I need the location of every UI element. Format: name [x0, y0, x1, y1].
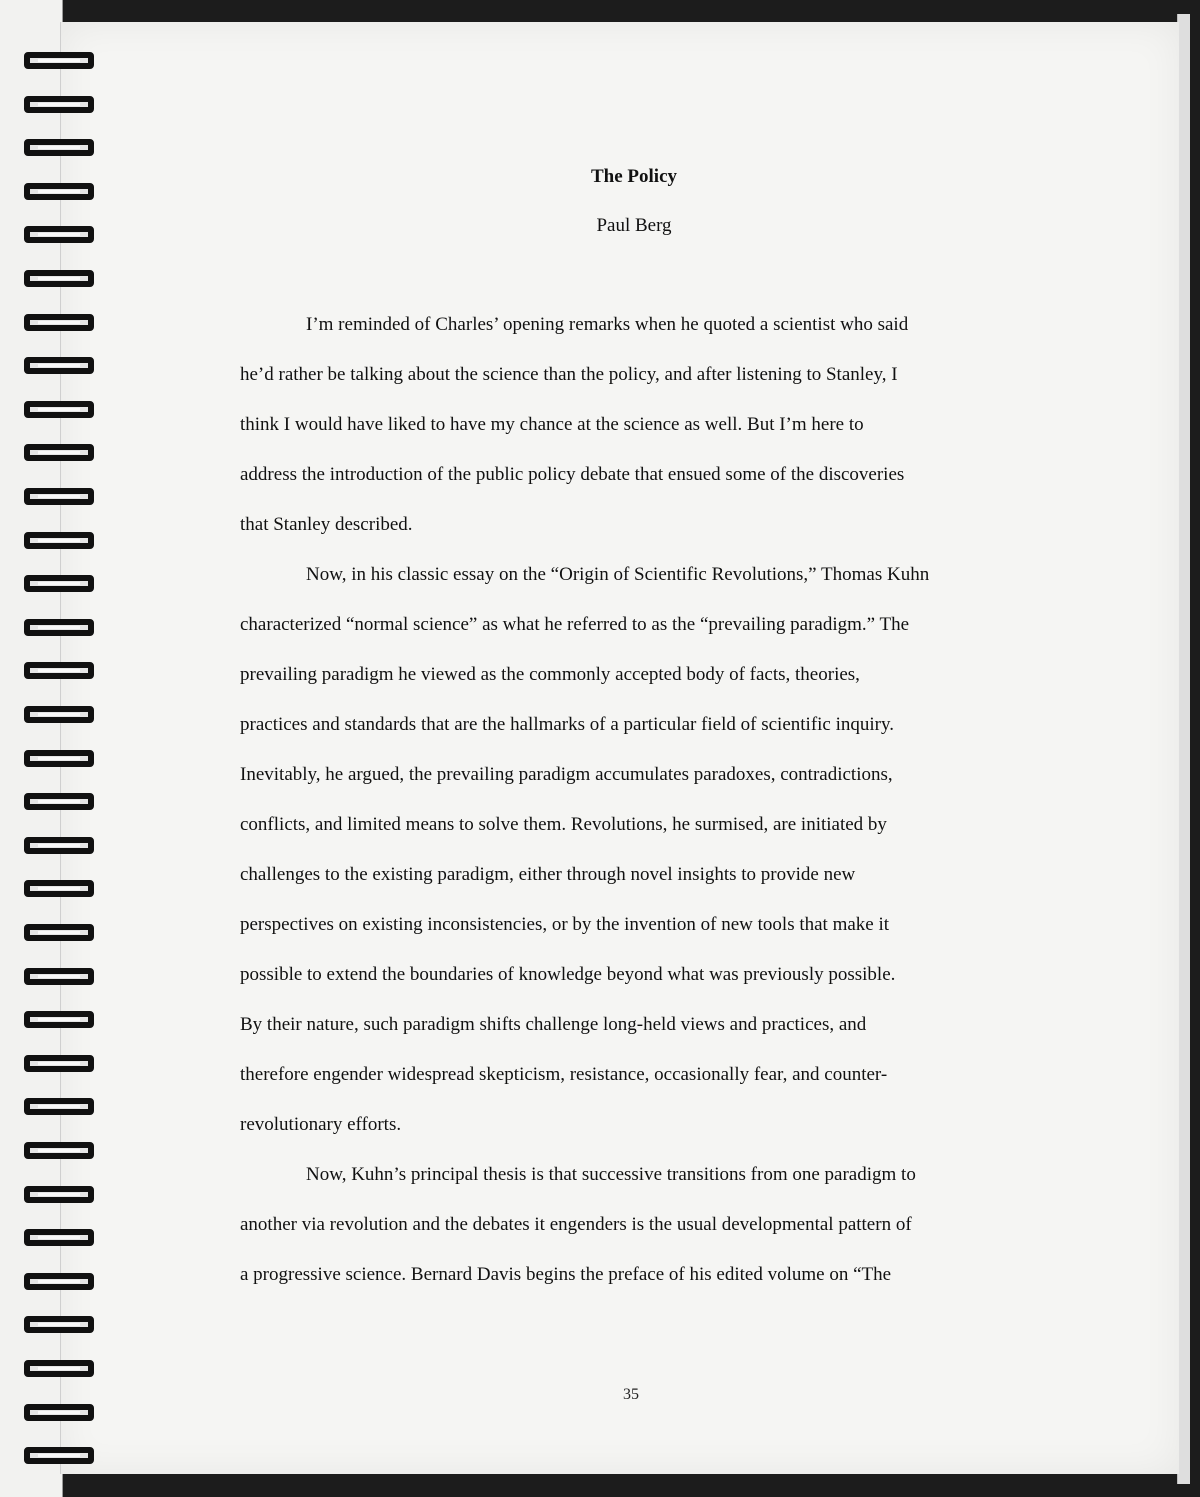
binding-coil: [24, 357, 94, 374]
binding-coil: [24, 837, 94, 854]
text-line: conflicts, and limited means to solve them. Revolutions, he surmised, are initiated by: [240, 814, 887, 835]
text-line: a progressive science. Bernard Davis begins the preface of his edited volume on “The: [240, 1264, 892, 1285]
paragraph-2: [240, 550, 1030, 1150]
binding-coil: [24, 1098, 94, 1115]
text-line: another via revolution and the debates it engenders is the usual developmental pattern of: [240, 1214, 912, 1235]
binding-coil: [24, 1011, 94, 1028]
binding-coil: [24, 1055, 94, 1072]
binding-coil: [24, 488, 94, 505]
paragraph-3: [240, 1150, 1030, 1300]
binding-coil: [24, 444, 94, 461]
binding-coil: [24, 750, 94, 767]
binding-coil: [24, 1142, 94, 1159]
binding-coil: [24, 1229, 94, 1246]
text-line: address the introduction of the public policy debate that ensued some of the discoveries: [240, 464, 905, 485]
page-number: 35: [623, 1386, 639, 1403]
text-line: therefore engender widespread skepticism, resistance, occasionally fear, and counter-: [240, 1064, 888, 1085]
binding-coil: [24, 1360, 94, 1377]
binding-coil: [24, 314, 94, 331]
binding-coil: [24, 532, 94, 549]
body-text: [240, 300, 1030, 1300]
text-line: think I would have liked to have my chance at the science as well. But I’m here to: [240, 414, 864, 435]
binding-coil: [24, 924, 94, 941]
binding-coil: [24, 1273, 94, 1290]
text-line: possible to extend the boundaries of knowledge beyond what was previously possible.: [240, 964, 896, 985]
binding-coil: [24, 1447, 94, 1464]
binding-coil: [24, 52, 94, 69]
text-line: he’d rather be talking about the science than the policy, and after listening to Stanley, I: [240, 364, 898, 385]
binding-coil: [24, 968, 94, 985]
binding-coil: [24, 1404, 94, 1421]
paragraph-1: [240, 300, 1030, 550]
binding-coil: [24, 270, 94, 287]
binding-coil: [24, 401, 94, 418]
author-name: Paul Berg: [596, 215, 672, 236]
binding-coil: [24, 619, 94, 636]
binding-coil: [24, 793, 94, 810]
text-line: By their nature, such paradigm shifts challenge long-held views and practices, and: [240, 1014, 867, 1035]
text-line: practices and standards that are the hallmarks of a particular field of scientific inquiry.: [240, 714, 895, 735]
text-line: Now, Kuhn’s principal thesis is that successive transitions from one paradigm to: [306, 1164, 916, 1185]
text-line: Now, in his classic essay on the “Origin of Scientific Revolutions,” Thomas Kuhn: [306, 564, 930, 585]
text-line: Inevitably, he argued, the prevailing paradigm accumulates paradoxes, contradictions,: [240, 764, 893, 785]
text-line: prevailing paradigm he viewed as the commonly accepted body of facts, theories,: [240, 664, 860, 685]
binding-coil: [24, 706, 94, 723]
binding-coil: [24, 662, 94, 679]
text-line: challenges to the existing paradigm, either through novel insights to provide new: [240, 864, 856, 885]
binding-coil: [24, 575, 94, 592]
text-line: that Stanley described.: [240, 514, 413, 535]
text-line: revolutionary efforts.: [240, 1114, 402, 1135]
binding-coil: [24, 1186, 94, 1203]
binding-coil: [24, 139, 94, 156]
text-line: perspectives on existing inconsistencies, or by the invention of new tools that make it: [240, 914, 890, 935]
binding-coil: [24, 880, 94, 897]
binding-coil: [24, 1316, 94, 1333]
text-line: characterized “normal science” as what he referred to as the “prevailing paradigm.” The: [240, 614, 910, 635]
binding-coil: [24, 96, 94, 113]
page-title: The Policy: [590, 166, 678, 187]
text-line: I’m reminded of Charles’ opening remarks when he quoted a scientist who said: [306, 314, 909, 335]
